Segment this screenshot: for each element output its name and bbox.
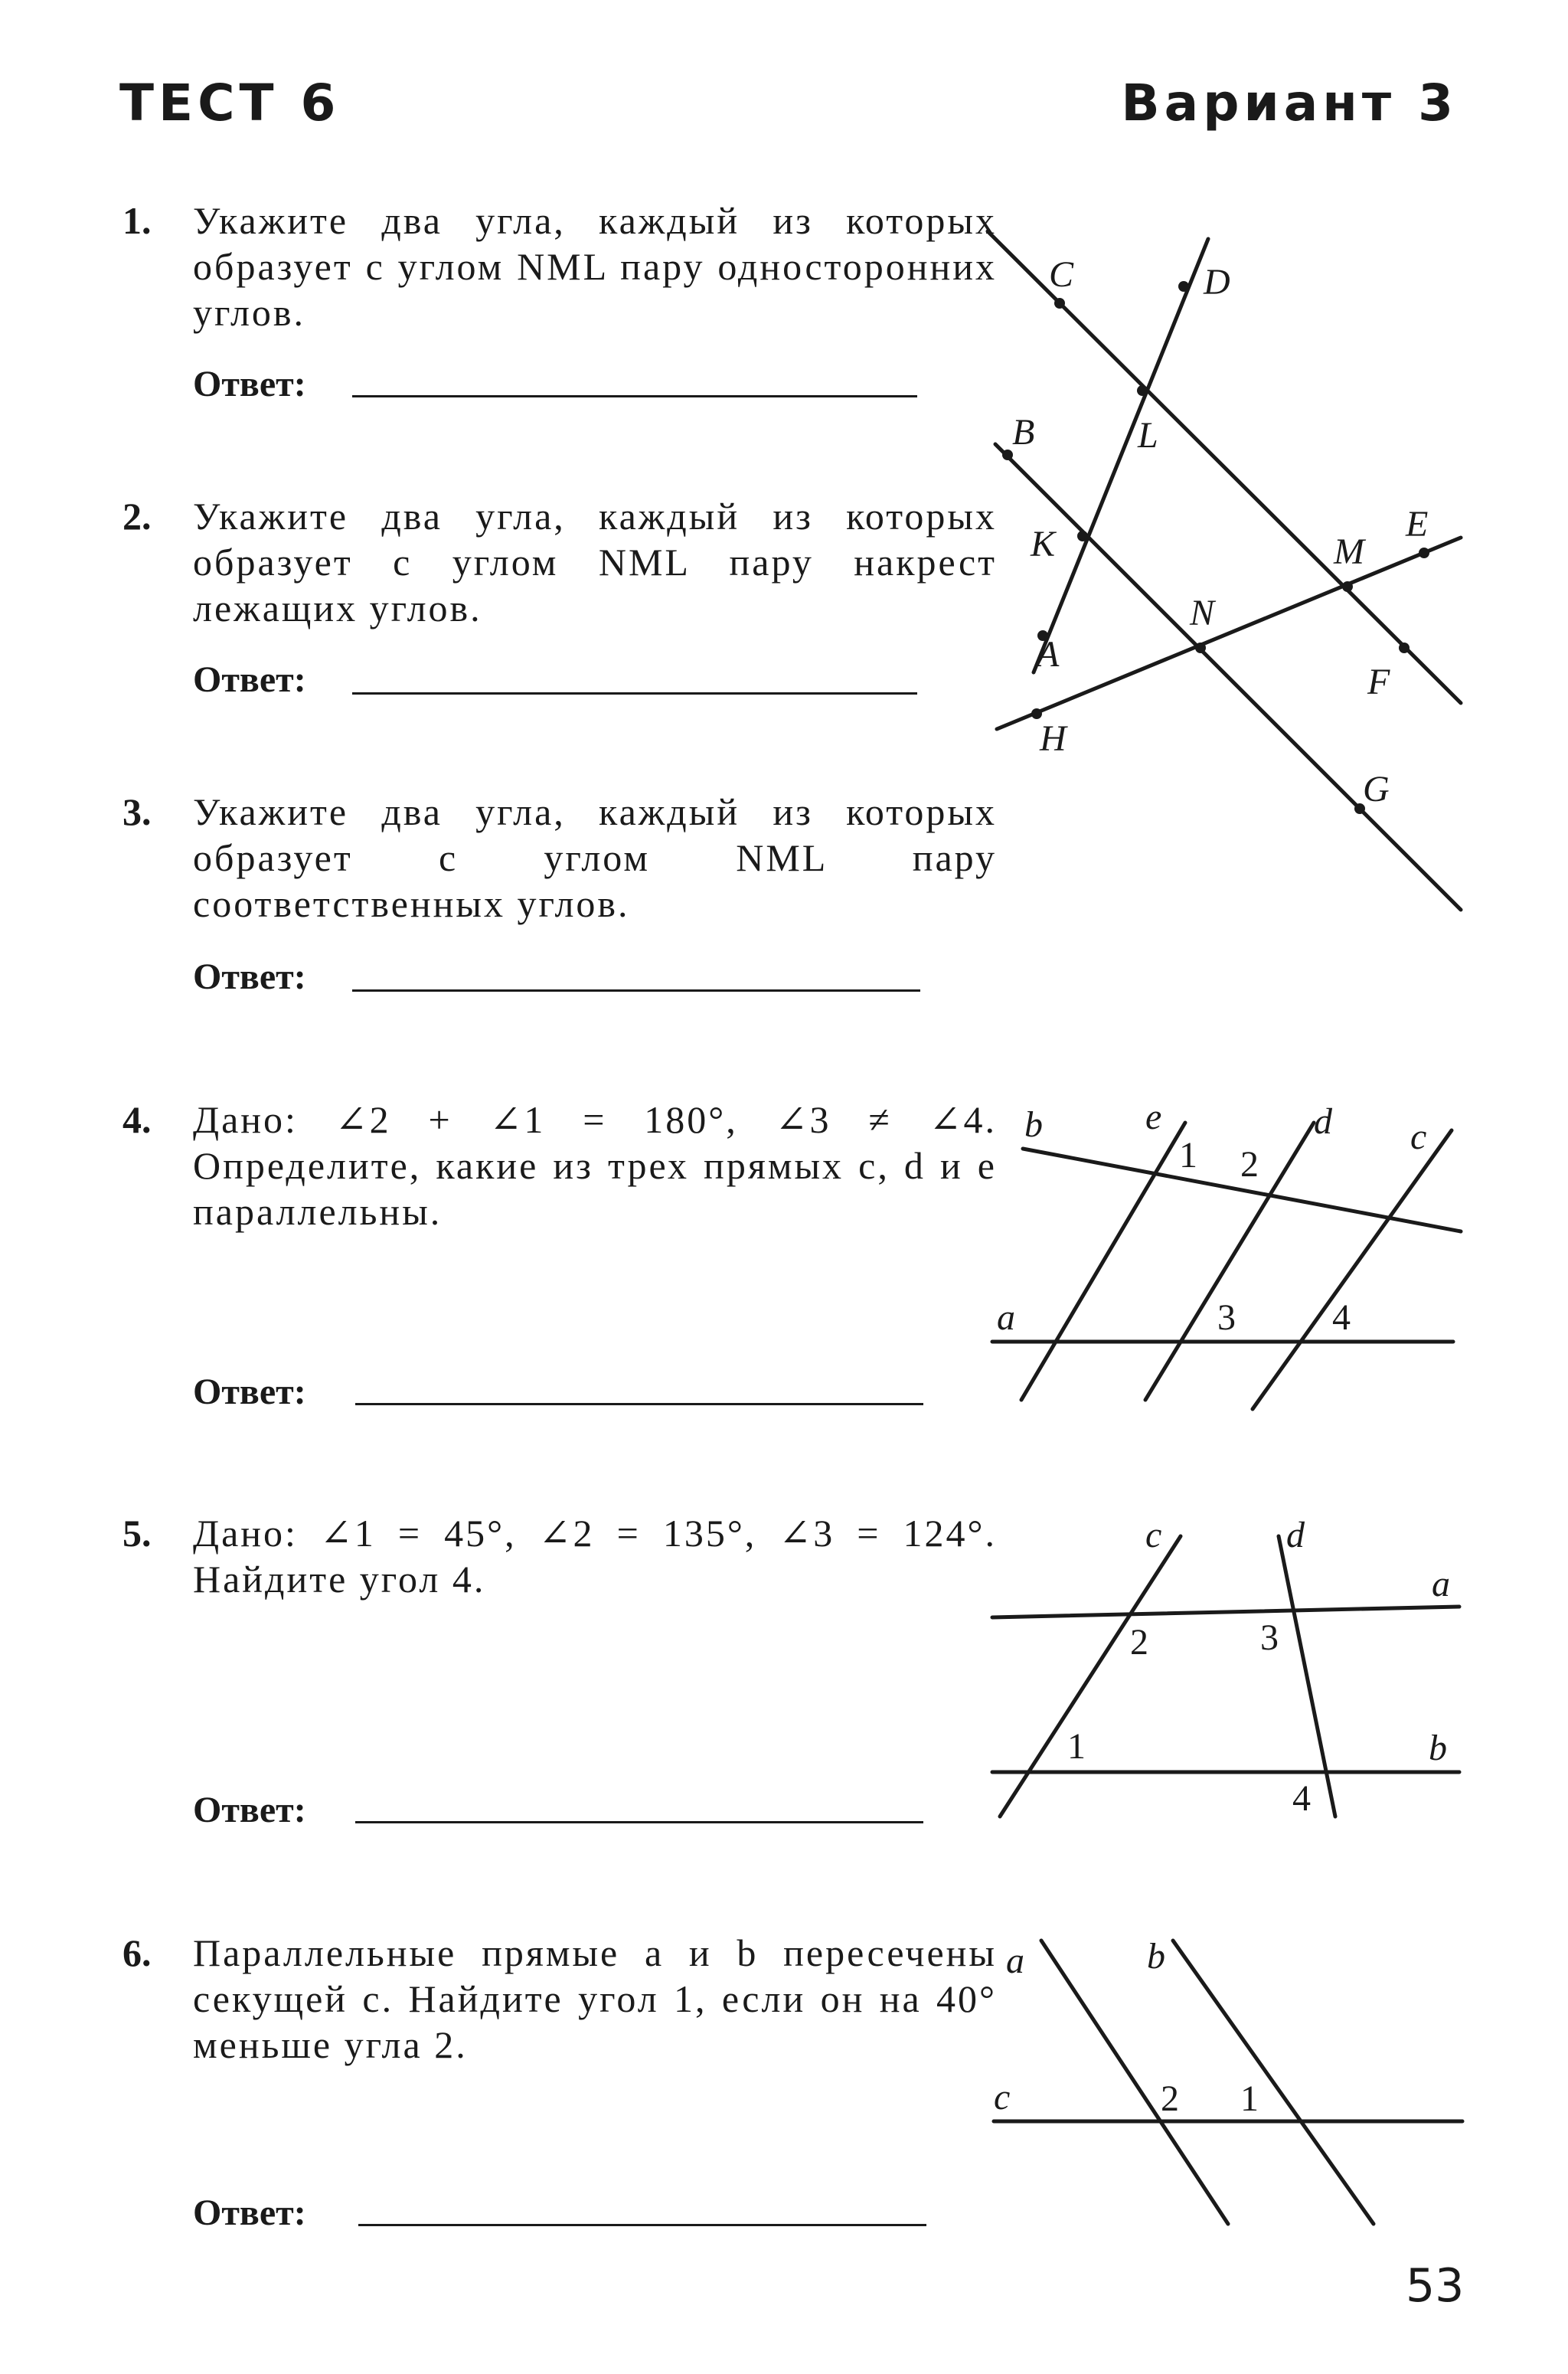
figure-1 (988, 231, 1461, 910)
point-label: D (1204, 262, 1230, 302)
figure-4 (992, 1097, 1461, 1409)
line-label: c (1410, 1117, 1427, 1157)
point-dot (1342, 581, 1353, 592)
point-label: F (1367, 662, 1390, 702)
line-label: d (1286, 1515, 1305, 1555)
line-label: c (994, 2077, 1011, 2117)
point-dot (1002, 450, 1013, 460)
task-number: 4. (122, 1098, 152, 1141)
line-label: a (1432, 1564, 1450, 1604)
task-number: 2. (122, 495, 152, 538)
point-label: E (1406, 504, 1429, 544)
point-dot (1399, 643, 1410, 653)
line-b (1173, 1941, 1374, 2224)
point-label: C (1049, 254, 1074, 295)
variant-title: Вариант 3 (1121, 74, 1458, 132)
angle-label: 2 (1240, 1144, 1259, 1185)
point-dot (1178, 281, 1189, 292)
point-dot (1137, 385, 1148, 396)
figure-6 (994, 1936, 1462, 2224)
point-dot (1031, 708, 1042, 719)
line-label: b (1024, 1104, 1043, 1145)
point-dot (1419, 548, 1429, 558)
angle-label: 1 (1179, 1135, 1197, 1176)
task-text: Укажите два угла, каждый из которых образует с углом NML пару накрест лежащих углов. (193, 495, 997, 629)
task-number: 5. (122, 1512, 152, 1555)
line-label: a (1006, 1941, 1024, 1981)
angle-label: 1 (1067, 1726, 1086, 1767)
answer-label: Ответ: (193, 2193, 306, 2233)
task-text: Дано: ∠2 + ∠1 = 180°, ∠3 ≠ ∠4. Определите, какие из трех прямых c, d и e параллельны. (193, 1098, 997, 1233)
task-number: 6. (122, 1931, 152, 1974)
line-c (1000, 1536, 1181, 1816)
task-text: Укажите два угла, каждый из которых образует с углом NML пару соответственных углов. (193, 790, 997, 925)
point-dot (1077, 531, 1088, 541)
point-dot (1195, 643, 1206, 653)
line-label: c (1145, 1515, 1162, 1555)
point-label: H (1040, 718, 1067, 759)
line-label: b (1429, 1728, 1447, 1768)
point-label: L (1138, 415, 1158, 456)
answer-label: Ответ: (193, 659, 306, 700)
task-text: Укажите два угла, каждый из которых образует с углом NML пару односторонних углов. (193, 199, 997, 334)
task-number: 1. (122, 199, 152, 242)
line-a (992, 1607, 1459, 1617)
answer-label: Ответ: (193, 956, 306, 997)
answer-label: Ответ: (193, 364, 306, 404)
line-bg (995, 444, 1461, 910)
angle-label: 1 (1240, 2078, 1259, 2119)
angle-label: 3 (1217, 1297, 1236, 1338)
angle-label: 4 (1332, 1297, 1351, 1338)
point-label: B (1012, 412, 1035, 453)
angle-label: 2 (1161, 2078, 1179, 2119)
line-label: d (1314, 1101, 1332, 1142)
point-label: N (1190, 593, 1215, 633)
task-text: Дано: ∠1 = 45°, ∠2 = 135°, ∠3 = 124°. Найдите угол 4. (193, 1512, 997, 1601)
answer-label: Ответ: (193, 1372, 306, 1412)
test-title: ТЕСТ 6 (119, 74, 341, 132)
figure-5 (992, 1515, 1459, 1819)
point-label: G (1363, 769, 1390, 809)
line-label: a (997, 1297, 1015, 1338)
point-label: A (1037, 634, 1060, 675)
point-label: K (1031, 524, 1056, 564)
line-label: e (1145, 1097, 1162, 1137)
line-a (1041, 1941, 1228, 2224)
point-dot (1054, 298, 1065, 309)
page-number: 53 (1406, 2259, 1465, 2313)
angle-label: 2 (1130, 1622, 1148, 1663)
angle-label: 4 (1292, 1778, 1311, 1819)
line-d (1279, 1536, 1335, 1816)
line-label: b (1147, 1936, 1165, 1977)
task-number: 3. (122, 790, 152, 833)
angle-label: 3 (1260, 1617, 1279, 1658)
answer-label: Ответ: (193, 1790, 306, 1830)
point-label: M (1334, 531, 1364, 572)
task-text: Параллельные прямые a и b пересечены секущей c. Найдите угол 1, если он на 40° меньше угла 2. (193, 1931, 997, 2066)
